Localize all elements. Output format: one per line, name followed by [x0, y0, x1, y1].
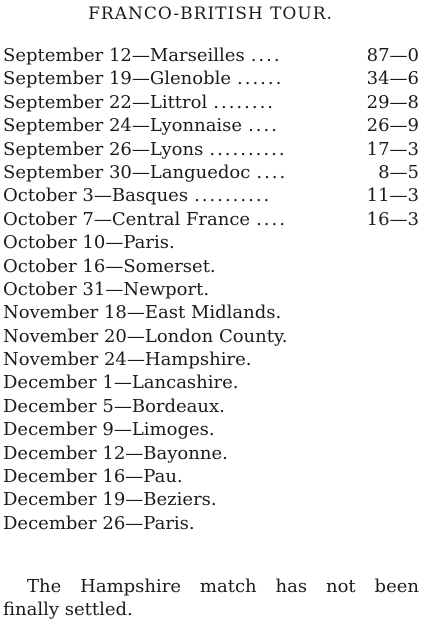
fixture-score: 87—0	[366, 45, 419, 66]
footnote-word: has	[275, 576, 308, 597]
fixture-row	[3, 161, 421, 184]
fixture-row	[3, 418, 421, 441]
dot-leader: ........	[213, 91, 276, 113]
fixture-date-opponent: September 30—Languedoc	[3, 161, 251, 183]
dot-leader: ....	[256, 161, 288, 183]
fixture-row	[3, 255, 421, 278]
fixture-date-opponent: October 10—Paris.	[3, 232, 175, 254]
fixture-row	[3, 301, 421, 324]
fixture-date-opponent: September 12—Marseilles	[3, 45, 245, 66]
fixture-score: 11—3	[366, 185, 419, 207]
fixture-date-opponent: October 3—Basques	[3, 185, 189, 207]
fixture-row	[3, 395, 421, 418]
fixture-row	[3, 231, 421, 254]
footnote-word: The	[27, 576, 62, 597]
fixture-date-opponent: September 22—Littrol	[3, 91, 208, 113]
fixture-date-opponent: September 24—Lyonnaise	[3, 115, 243, 137]
fixture-date-opponent: September 26—Lyons	[3, 138, 204, 160]
footnote	[3, 575, 419, 622]
footnote-word: not	[325, 576, 356, 597]
fixture-date-opponent: December 9—Limoges.	[3, 419, 215, 441]
fixture-row	[3, 138, 421, 161]
fixture-score: 26—9	[366, 115, 419, 137]
fixture-score: 8—5	[378, 161, 419, 183]
fixture-date-opponent: October 7—Central France	[3, 208, 251, 230]
dot-leader: ..........	[209, 138, 287, 160]
fixture-row	[3, 208, 421, 231]
fixture-row	[3, 371, 421, 394]
footnote-word: been	[374, 576, 419, 597]
fixture-row	[3, 184, 421, 207]
fixture-row	[3, 442, 421, 465]
fixture-date-opponent: December 19—Beziers.	[3, 489, 217, 511]
footnote-word: Hampshire	[80, 576, 182, 597]
fixture-score: 29—8	[366, 91, 419, 113]
footnote-word: match	[199, 576, 257, 597]
fixture-date-opponent: December 26—Paris.	[3, 512, 195, 534]
fixture-date-opponent: December 5—Bordeaux.	[3, 395, 225, 417]
fixture-date-opponent: December 1—Lancashire.	[3, 372, 239, 394]
fixture-date-opponent: October 31—Newport.	[3, 278, 210, 300]
fixture-date-opponent: November 18—East Midlands.	[3, 302, 282, 324]
fixture-date-opponent: October 16—Somerset.	[3, 255, 216, 277]
footnote-line-2: finally settled.	[3, 599, 133, 621]
fixture-score: 34—6	[366, 68, 419, 90]
fixture-score: 16—3	[366, 208, 419, 230]
dot-leader: ....	[250, 45, 282, 66]
fixture-row	[3, 348, 421, 371]
page-title: FRANCO-BRITISH TOUR.	[88, 4, 333, 24]
fixture-row	[3, 325, 421, 348]
footnote-line-1	[3, 575, 419, 598]
fixture-row	[3, 67, 421, 90]
fixture-score: 17—3	[366, 138, 419, 160]
fixture-row	[3, 114, 421, 137]
fixture-date-opponent: November 20—London County.	[3, 325, 288, 347]
dot-leader: ....	[256, 208, 287, 230]
dot-leader: ......	[237, 68, 284, 90]
fixture-row	[3, 278, 421, 301]
fixture-date-opponent: September 19—Glenoble	[3, 68, 232, 90]
fixture-list	[3, 44, 421, 535]
fixture-date-opponent: December 16—Pau.	[3, 466, 183, 488]
dot-leader: ....	[248, 115, 279, 137]
fixture-row	[3, 44, 421, 67]
fixture-row	[3, 91, 421, 114]
fixture-row	[3, 512, 421, 535]
fixture-row	[3, 488, 421, 511]
dot-leader: ..........	[194, 185, 272, 207]
fixture-row	[3, 465, 421, 488]
fixture-date-opponent: December 12—Bayonne.	[3, 442, 228, 464]
fixture-date-opponent: November 24—Hampshire.	[3, 349, 252, 371]
